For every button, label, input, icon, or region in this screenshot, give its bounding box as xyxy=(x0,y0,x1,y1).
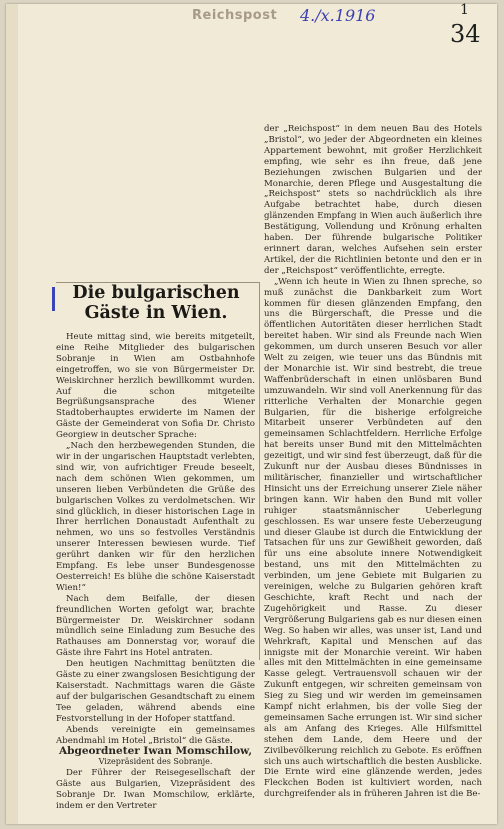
subheading: Abgeordneter Iwan Momschilow, xyxy=(59,745,252,758)
paragraph: der „Reichspost“ in dem neuen Bau des Hotels „Bristol“, wo jeder der Abgeordneten ein kleines Appartement bewohnt, mit großer Herzlichkeit empfing, wie sehr es ihn freue, daß jene Beziehungen zwischen Bulgarien und der Monarchie, deren Pflege und Ausgestaltung die „Reichspost“ stets so nachdrücklich als ihre Aufgabe betrachtet habe, durch diesen glänzenden Empfang in Wien auch äußerlich ihre Bestätigung, Vollendung und Krönung erhalten haben. Der führende bulgarische Politiker erinnert daran, welches Aufsehen sein erster Artikel, der die Richtlinien betonte und den er in der „Reichspost“ veröffentlichte, erregte. xyxy=(264,124,482,276)
paragraph: Abends vereinigte ein gemeinsames Abendmahl im Hotel „Bristol“ die Gäste. xyxy=(56,724,255,746)
handwritten-number-2: 34 xyxy=(450,20,481,48)
paragraph: Heute mittag sind, wie bereits mitgeteilt, eine Reihe Mitglieder des bulgarischen Sobranje in Wien am Ostbahnhofe eingetroffen, wo sie von Bürgermeister Dr. Weiskirchner herzlich bewillkommt wurden. Auf die schon mitgeteilte Begrüßungsansprache des Wiener Stadtoberhauptes erwiderte im Namen der Gäste der Gemeinderat von Sofia Dr. Christo Georgiew in deutscher Sprache: xyxy=(56,332,255,441)
paragraph: Der Führer der Reisegesellschaft der Gäste aus Bulgarien, Vizepräsident des Sobranje Dr. Iwan Momschilow, erklärte, indem er den Vertreter xyxy=(56,768,255,811)
paragraph: Den heutigen Nachmittag benützten die Gäste zu einer zwangslosen Besichtigung der Kaiserstadt. Nachmittags waren die Gäste auf der bulgarischen Gesandtschaft zu einem Tee geladen, während abends eine Festvorstellung in der Hofoper stattfand. xyxy=(56,659,255,724)
column-divider xyxy=(259,282,260,660)
column-left xyxy=(56,332,255,812)
column-right xyxy=(264,124,482,800)
paragraph: „Wenn ich heute in Wien zu Ihnen spreche, so muß zunächst die Dankbarkeit zum Wort kommen für diesen glänzenden Empfang, den uns die Bürgerschaft, die Presse und die öffentlichen Autoritäten dieser herrlichen Stadt bereitet haben. Wir sind als Freunde nach Wien gekommen, um durch unseren Besuch vor aller Welt zu zeigen, wie teuer uns das Bündnis mit der Monarchie ist. Wir sind bestrebt, die treue Waffenbrüderschaft in einen unlösbaren Bund umzuwandeln. Wir sind voll Anerkennung für das ritterliche Verhalten der Monarchie gegen Bulgarien, für die bisherige erfolgreiche Mitarbeit unserer Verbündeten auf den gemeinsamen Schlachtfeldern. Herrliche Erfolge hat bereits unser Bund mit den Mittelmächten gezeitigt, und wir sind fest überzeugt, daß für die Zukunft nur der Ausbau dieses Bündnisses in militärischer, finanzieller und wirtschaftlicher Hinsicht uns der Erreichung unserer Ziele näher bringen kann. Wir haben den Bund mit voller ruhiger staatsmännischer Ueberlegung geschlossen. Es war unsere feste Ueberzeugung und dieser Glaube ist durch die Entwicklung der Tatsachen für uns zur Gewißheit geworden, daß für uns eine absolute innere Notwendigkeit bestand, uns mit den Mittelmächten zu verbinden, um jene Gebiete mit Bulgarien zu vereinigen, welche zu Bulgarien gehören kraft Geschichte, kraft Recht und nach der Zugehörigkeit und Rasse. Zu dieser Vergrößerung Bulgariens gab es nur diesen einen Weg. So haben wir alles, was unser ist, Land und Wehrkraft, Kapital und Menschen auf das innigste mit der Monarchie vereint. Wir haben alles mit den Mittelmächten in eine gemeinsame Kasse gelegt. Vertrauensvoll schauen wir der Zukunft entgegen, wir schreiten gemeinsam von Sieg zu Sieg und wir werden im gemeinsamen Kampf nicht erlahmen, bis der volle Sieg der gemeinsamen Sache errungen ist. Wir sind sicher als am Anfang des Krieges. Alle Hilfsmittel stehen dem Lande, dem Heere und der Zivilbevölkerung reichlich zu Gebote. Es eröffnen sich uns auch wirtschaftlich die besten Ausblicke. Die Ernte wird eine glänzende werden, jedes Fleckchen Boden ist kultiviert worden, nach durchgreifender als in früheren Jahren ist die Be- xyxy=(264,276,482,800)
torn-edge xyxy=(6,4,18,824)
handwritten-date: 4./x.1916 xyxy=(300,6,376,25)
paragraph: Nach dem Beifalle, der diesen freundlichen Worten gefolgt war, brachte Bürgermeister Dr. Weiskirchner sodann mündlich seine Einladung zum Besuche des Rathauses am Donnerstag vor, worauf die Gäste ihre Fahrt ins Hotel antraten. xyxy=(56,593,255,659)
margin-mark xyxy=(52,287,55,311)
source-stamp: Reichspost xyxy=(192,8,278,23)
handwritten-number-1: 1 xyxy=(460,2,469,18)
subheading-caption: Vizepräsident des Sobranje. xyxy=(98,757,213,767)
paragraph: „Nach den herzbewegenden Stunden, die wir in der ungarischen Hauptstadt verlebten, sind wir, von aufrichtiger Freude beseelt, nach dem schönen Wien gekommen, um unseren lieben Verbündeten die Grüße des bulgarischen Volkes zu verdolmetschen. Wir sind glücklich, in dieser historischen Lage in Ihrer herrlichen Donaustadt Aufenthalt zu nehmen, wo uns so festvolles Verständnis unserer Interessen bewiesen wurde. Tief gerührt danken wir für den herzlichen Empfang. Es lebe unser Bundesgenosse Oesterreich! Es blühe die schöne Kaiserstadt Wien!“ xyxy=(56,441,255,593)
article-headline: Die bulgarischen Gäste in Wien. xyxy=(72,283,240,323)
